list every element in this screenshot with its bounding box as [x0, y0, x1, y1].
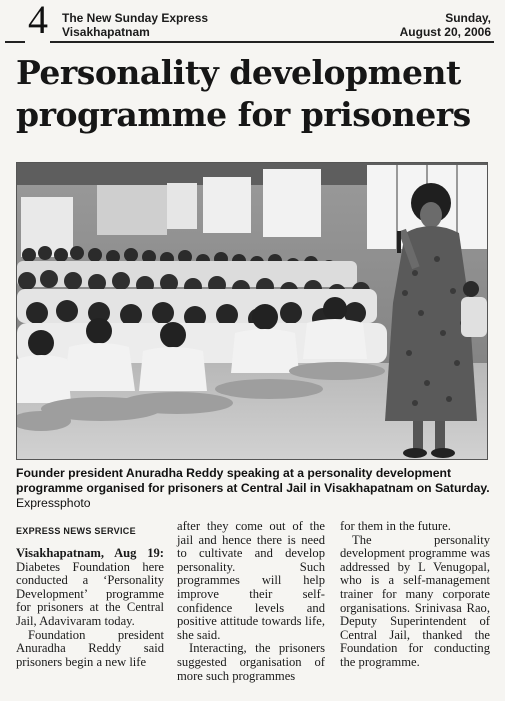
- article-column-1: [16, 547, 164, 669]
- photo-caption: [16, 466, 490, 511]
- col3-paragraph-2: The personality development programme was addressed by L Venugopal, who is a self-management trainer for many corporate organisations. Srinivasa Rao, Deputy Superintendent of Central Jail, thanked the Foundation for conducting the programme.: [340, 532, 490, 669]
- caption-text: Founder president Anuradha Reddy speaking at a personality development programme organised for prisoners at Central Jail in Visakhapatnam on Saturday.: [16, 466, 490, 495]
- prisoners-listening-photo-icon: [17, 163, 488, 460]
- news-photo: [16, 162, 488, 460]
- dateline: Visakhapatnam, Aug 19:: [16, 546, 164, 560]
- article-column-2: [177, 520, 325, 683]
- photo-credit: Expressphoto: [16, 496, 91, 510]
- page-number: 4: [28, 0, 48, 42]
- col1-paragraph-1: Diabetes Foundation here conducted a ‘Personality Development’ programme for prisoners at the Central Jail, Adavivaram today.: [16, 559, 164, 628]
- col2-paragraph-2: Interacting, the prisoners suggested organisation of more such programmes: [177, 641, 325, 683]
- article-column-3: [340, 520, 490, 670]
- col2-paragraph-1: after they come out of the jail and hence there is need to cultivate and develop personality. Such programmes will help improve their self-confidence levels and positive attitude towards life, she said.: [177, 519, 325, 642]
- masthead-rule: [50, 41, 494, 43]
- col3-paragraph-1: for them in the future.: [340, 519, 451, 533]
- publication-day: Sunday,: [445, 11, 491, 25]
- publication-name: The New Sunday Express: [62, 11, 209, 25]
- publication-date: August 20, 2006: [399, 25, 491, 39]
- publication-city: Visakhapatnam: [62, 25, 150, 39]
- col1-paragraph-2: Foundation president Anuradha Reddy said prisoners begin a new life: [16, 627, 164, 669]
- byline: EXPRESS NEWS SERVICE: [16, 526, 136, 536]
- masthead-rule-left: [5, 41, 25, 43]
- headline: Personality development programme for prisoners: [16, 53, 471, 134]
